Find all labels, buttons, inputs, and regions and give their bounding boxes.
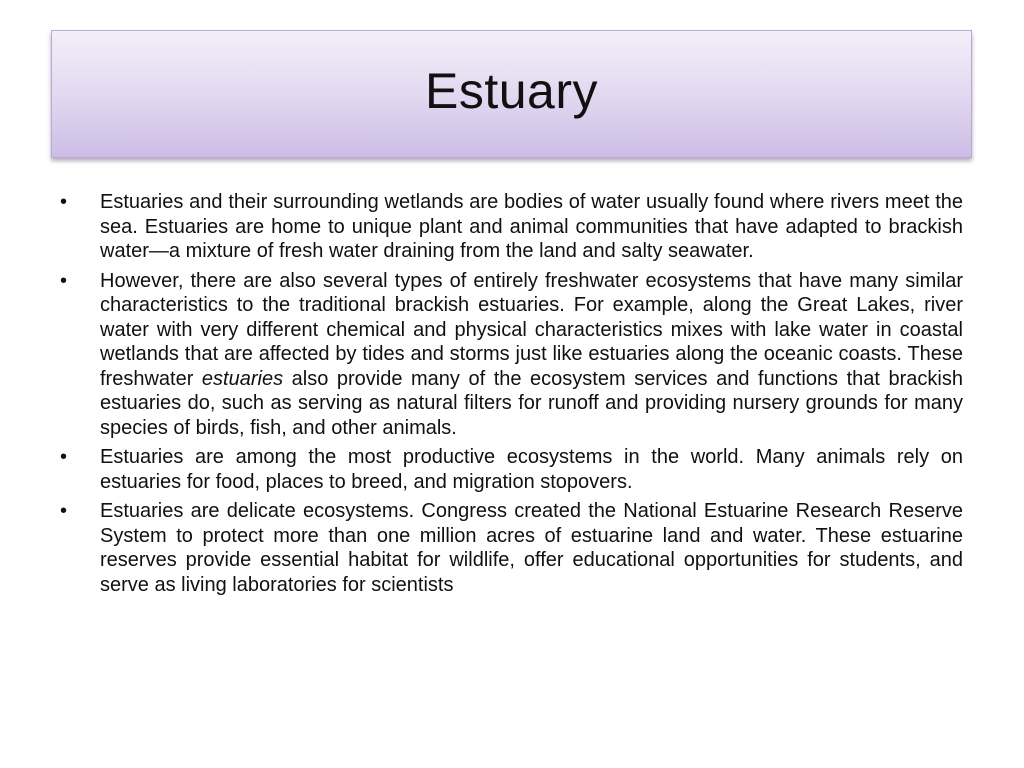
bullet-text: [100, 269, 963, 441]
bullet-item: [60, 445, 963, 494]
bullet-icon: •: [60, 500, 68, 522]
bullet-text: Estuaries are among the most productive ecosystems in the world. Many animals rely on estuaries for food, places to breed, and migration stopovers.: [100, 446, 963, 493]
bullet-item: [60, 269, 963, 441]
title-box: [51, 30, 972, 158]
bullet-text: Estuaries and their surrounding wetlands are bodies of water usually found where rivers meet the sea. Estuaries are home to unique plant and animal communities that have adapted to brackish water—a mixture of fresh water draining from the land and salty seawater.: [100, 191, 963, 262]
bullet-icon: •: [60, 269, 68, 292]
slide-title: Estuary: [424, 63, 598, 119]
bullet-item: [60, 190, 963, 264]
bullet-text: Estuaries are delicate ecosystems. Congress created the National Estuarine Research Reserve System to protect more than one million acres of estuarine land and water. These estuarine reserves provide essential habitat for wildlife, offer educational opportunities for students, and serve as living laboratories for scientists: [100, 500, 963, 596]
bullet-icon: •: [60, 446, 68, 468]
bullet-icon: •: [60, 191, 68, 213]
bullet-text-part: also provide many of the ecosystem services and functions that brackish estuaries do, such as serving as natural filters for runoff and providing nursery grounds for many species of birds, fish, and other animals.: [100, 367, 963, 439]
bullet-text-italic: estuaries: [201, 367, 284, 390]
bullet-text-part: However, there are also several types of entirely freshwater ecosystems that have many similar characteristics to the traditional brackish estuaries. For example, along the Great Lakes, river water with very different chemical and physical characteristics mixes with lake water in coastal wetlands that are affected by tides and storms just like estuaries along the oceanic coasts. These freshwater: [100, 269, 963, 390]
bullet-item: [60, 499, 963, 597]
bullet-list: [60, 190, 963, 602]
